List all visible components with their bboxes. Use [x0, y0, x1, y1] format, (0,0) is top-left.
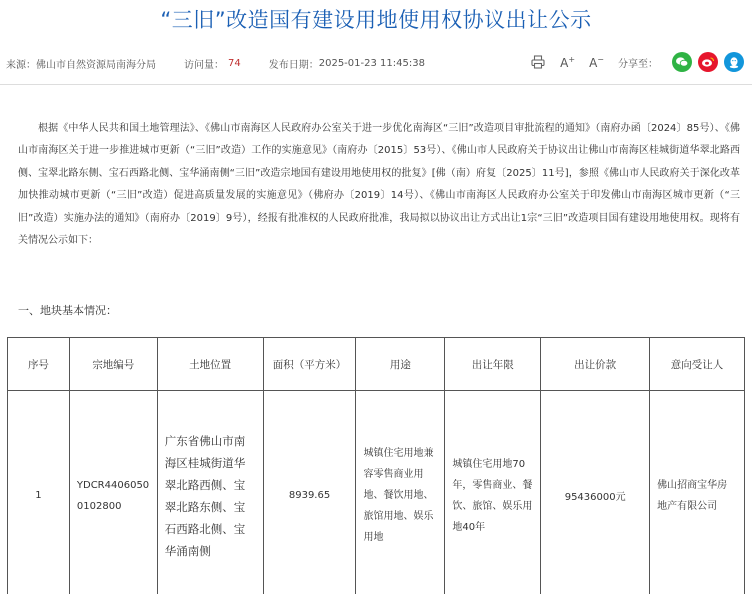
- cell-price: 95436000元: [541, 391, 650, 594]
- cell-transferee: 佛山招商宝华房地产有限公司: [650, 391, 745, 594]
- cell-area: 8939.65: [263, 391, 356, 594]
- wechat-icon[interactable]: [672, 52, 692, 72]
- header-term: 出让年限: [445, 338, 541, 391]
- header-usage: 用途: [356, 338, 445, 391]
- header-divider: [0, 84, 752, 85]
- intro-paragraph: 根据《中华人民共和国土地管理法》、《佛山市南海区人民政府办公室关于进一步优化南海区“三旧”改造项目审批流程的通知》（南府办函〔2024〕85号）、《佛山市南海区关于进一步推进城市更新（“三旧”改造）工作的实施意见》（南府办〔2015〕53号）、《佛山市人民政府关于协议出让佛山市南海区桂城街道华翠北路西侧、宝翠北路东侧、宝石西路北侧、宝华涌南侧“三旧”改造宗地国有建设用地使用权的批复》[佛（南）府复〔2025〕11号]，参照《佛山市人民政府关于深化改革加快推动城市更新（“三旧”改造）促进高质量发展的实施意见》（佛府办〔2019〕14号）、《佛山市南海区人民政府办公室关于印发佛山市南海区城市更新（“三旧”改造）实施办法的通知》（南府办〔2019〕9号），经报有批准权的人民政府批准，我局拟以协议出让方式出让1宗“三旧”改造项目国有建设用地使用权。现将有关情况公示如下：: [18, 123, 740, 247]
- parcel-table: [7, 337, 745, 594]
- qq-icon[interactable]: [724, 52, 744, 72]
- printer-icon[interactable]: [530, 54, 546, 70]
- views-count: 74: [228, 57, 241, 69]
- article-meta: [6, 55, 425, 71]
- font-increase-button[interactable]: A+: [560, 54, 576, 70]
- published-date: 2025-01-23 11:45:38: [318, 57, 425, 69]
- published-label: 发布日期：: [268, 59, 319, 71]
- cell-term: 城镇住宅用地70年，零售商业、餐饮、旅馆、娱乐用地40年: [445, 391, 541, 594]
- source-value: 佛山市自然资源局南海分局: [36, 59, 156, 71]
- cell-usage: 城镇住宅用地兼容零售商业用地、餐饮用地、旅馆用地、娱乐用地: [356, 391, 445, 594]
- cell-seq: 1: [8, 391, 70, 594]
- article-toolbar: [530, 50, 744, 74]
- header-transferee: 意向受让人: [650, 338, 745, 391]
- header-parcel-id: 宗地编号: [69, 338, 157, 391]
- weibo-icon[interactable]: [698, 52, 718, 72]
- header-seq: 序号: [8, 338, 70, 391]
- table-header-row: [8, 338, 745, 391]
- header-price: 出让价款: [541, 338, 650, 391]
- header-area: 面积（平方米）: [263, 338, 356, 391]
- share-label: 分享至：: [618, 58, 658, 70]
- views-label: 访问量：: [184, 59, 224, 71]
- cell-parcel-id: YDCR44060500102800: [69, 391, 157, 594]
- section-heading: 一、地块基本情况：: [18, 304, 117, 317]
- table-row: [8, 391, 745, 594]
- font-decrease-button[interactable]: A−: [589, 54, 604, 70]
- page-title: “三旧”改造国有建设用地使用权协议出让公示: [160, 8, 592, 32]
- cell-location: 广东省佛山市南海区桂城街道华翠北路西侧、宝翠北路东侧、宝石西路北侧、宝华涌南侧: [157, 391, 263, 594]
- header-location: 土地位置: [157, 338, 263, 391]
- source-label: 来源：: [6, 59, 36, 71]
